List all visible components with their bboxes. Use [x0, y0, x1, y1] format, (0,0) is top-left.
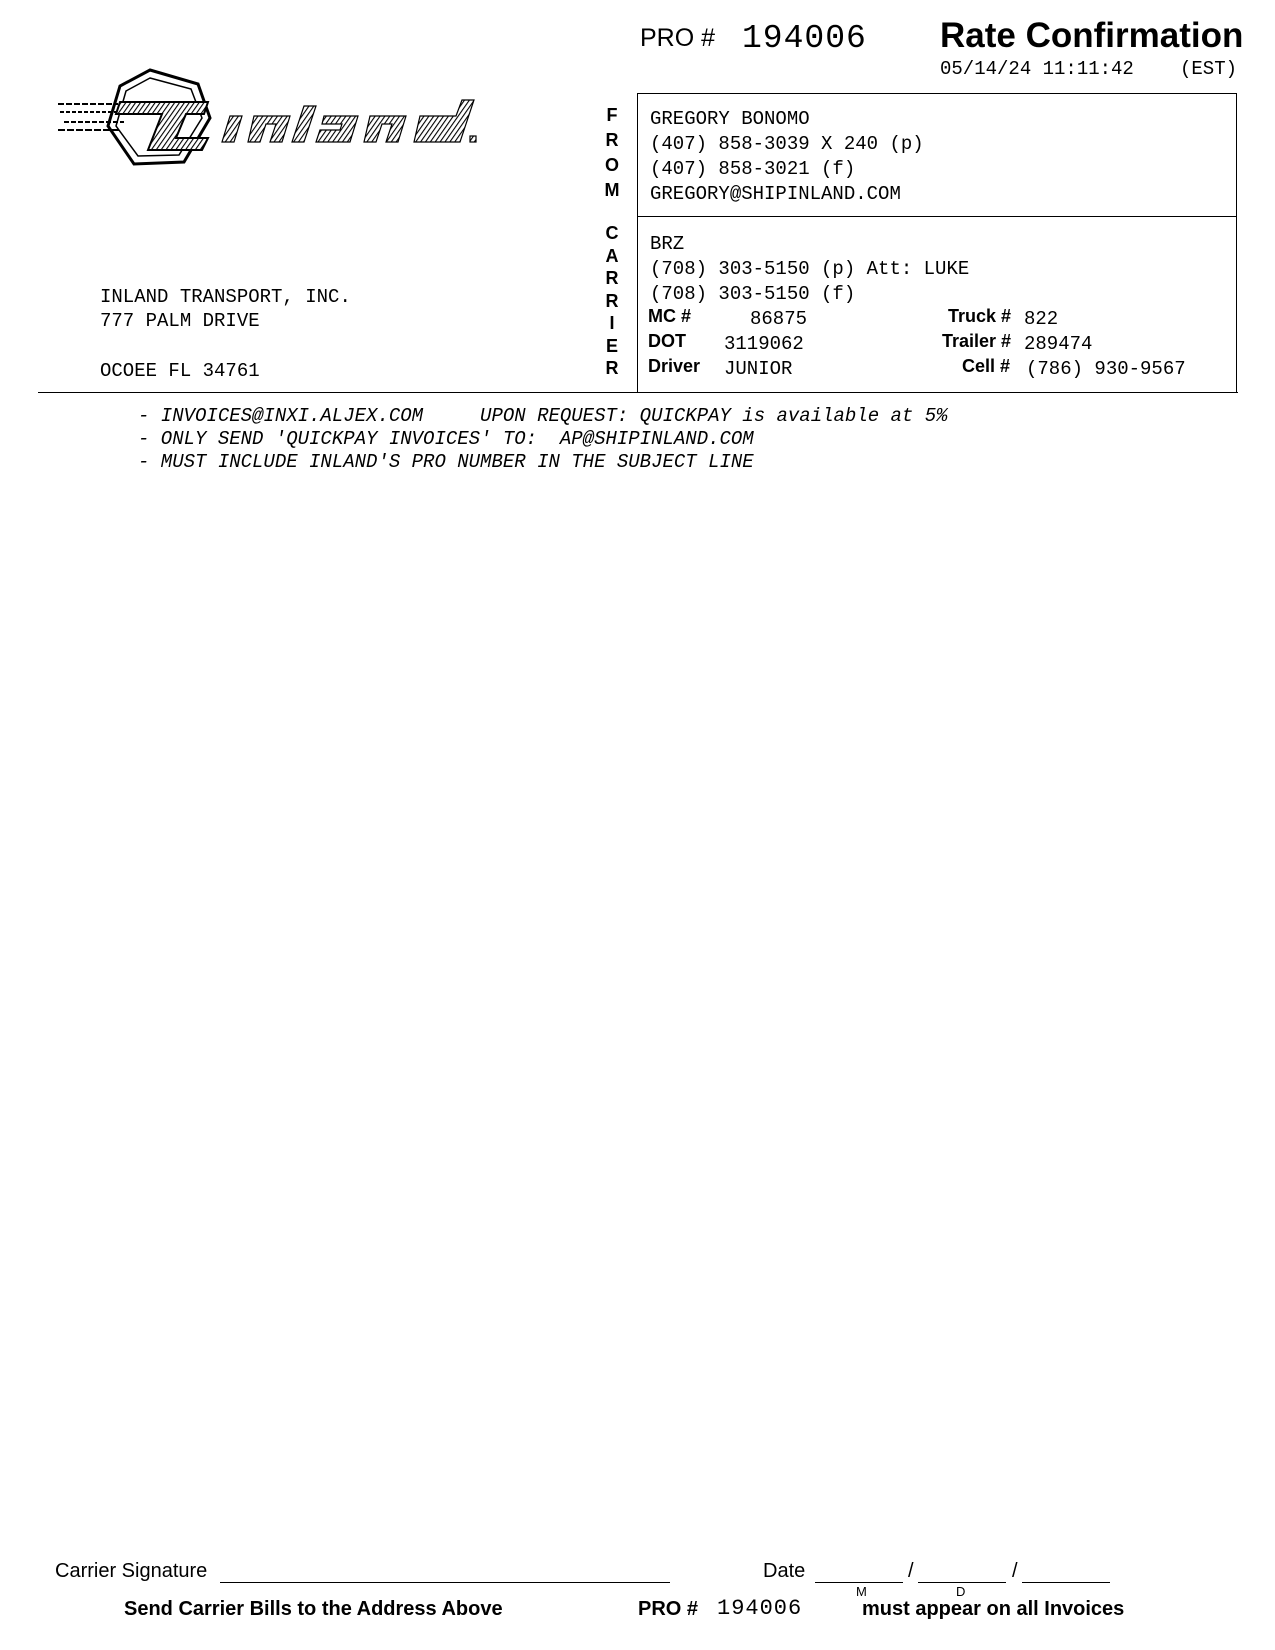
page-title: Rate Confirmation: [940, 16, 1244, 55]
carrier-name: BRZ: [650, 233, 685, 255]
company-city: OCOEE FL 34761: [100, 360, 260, 382]
date-month-field[interactable]: [815, 1582, 903, 1583]
carrier-letter: I: [609, 313, 615, 333]
signature-label: Carrier Signature: [55, 1560, 208, 1582]
pro-label: PRO #: [640, 24, 716, 52]
from-vertical-label: [602, 103, 622, 203]
carrier-letter: C: [605, 223, 619, 243]
from-name: GREGORY BONOMO: [650, 108, 810, 130]
carrier-vertical-label: [602, 222, 622, 380]
month-hint: M: [856, 1584, 867, 1599]
trailer-value: 289474: [1024, 333, 1093, 355]
driver-value: JUNIOR: [724, 358, 793, 380]
from-letter: M: [604, 180, 620, 200]
cell-value: (786) 930-9567: [1026, 358, 1186, 380]
footer-pro-label: PRO #: [638, 1598, 699, 1620]
mc-label: MC #: [648, 306, 692, 326]
date-separator: /: [908, 1560, 914, 1582]
dot-value: 3119062: [724, 333, 804, 355]
document-timezone: (EST): [1180, 58, 1238, 80]
carrier-letter: R: [605, 358, 619, 378]
company-name: INLAND TRANSPORT, INC.: [100, 286, 351, 308]
footer-pro-number: 194006: [717, 1596, 803, 1621]
date-label: Date: [763, 1560, 806, 1582]
date-year-field[interactable]: [1022, 1582, 1110, 1583]
carrier-letter: R: [605, 290, 619, 311]
inland-logo-icon: [58, 66, 508, 170]
carrier-fax: (708) 303-5150 (f): [650, 283, 856, 305]
send-bills-note: Send Carrier Bills to the Address Above: [124, 1598, 503, 1620]
pro-number: 194006: [742, 20, 867, 57]
driver-label: Driver: [648, 356, 701, 376]
from-letter: F: [606, 105, 618, 125]
note-line: - MUST INCLUDE INLAND'S PRO NUMBER IN THE SUBJECT LINE: [138, 451, 754, 473]
signature-field[interactable]: [220, 1582, 670, 1583]
from-email: GREGORY@SHIPINLAND.COM: [650, 183, 901, 205]
date-day-field[interactable]: [918, 1582, 1006, 1583]
note-line: - ONLY SEND 'QUICKPAY INVOICES' TO: AP@SHIPINLAND.COM: [138, 428, 754, 450]
date-separator: /: [1012, 1560, 1018, 1582]
truck-value: 822: [1024, 308, 1059, 330]
from-phone: (407) 858-3039 X 240 (p): [650, 133, 924, 155]
trailer-label: Trailer #: [942, 331, 1012, 351]
from-letter: R: [605, 130, 619, 150]
carrier-letter: E: [605, 335, 618, 356]
carrier-phone: (708) 303-5150 (p) Att: LUKE: [650, 258, 970, 280]
header-divider: [38, 392, 1238, 393]
from-letter: O: [604, 155, 619, 175]
day-hint: D: [956, 1584, 966, 1599]
cell-label: Cell #: [962, 356, 1011, 376]
must-appear-note: must appear on all Invoices: [862, 1598, 1125, 1620]
mc-value: 86875: [750, 308, 808, 330]
carrier-letter: A: [605, 245, 619, 266]
from-fax: (407) 858-3021 (f): [650, 158, 856, 180]
company-street: 777 PALM DRIVE: [100, 310, 260, 332]
dot-label: DOT: [648, 331, 686, 351]
note-line: - INVOICES@INXI.ALJEX.COM UPON REQUEST: QUICKPAY is available at 5%: [138, 405, 948, 427]
truck-label: Truck #: [948, 306, 1012, 326]
document-datetime: 05/14/24 11:11:42: [940, 58, 1134, 80]
carrier-letter: R: [605, 268, 619, 288]
